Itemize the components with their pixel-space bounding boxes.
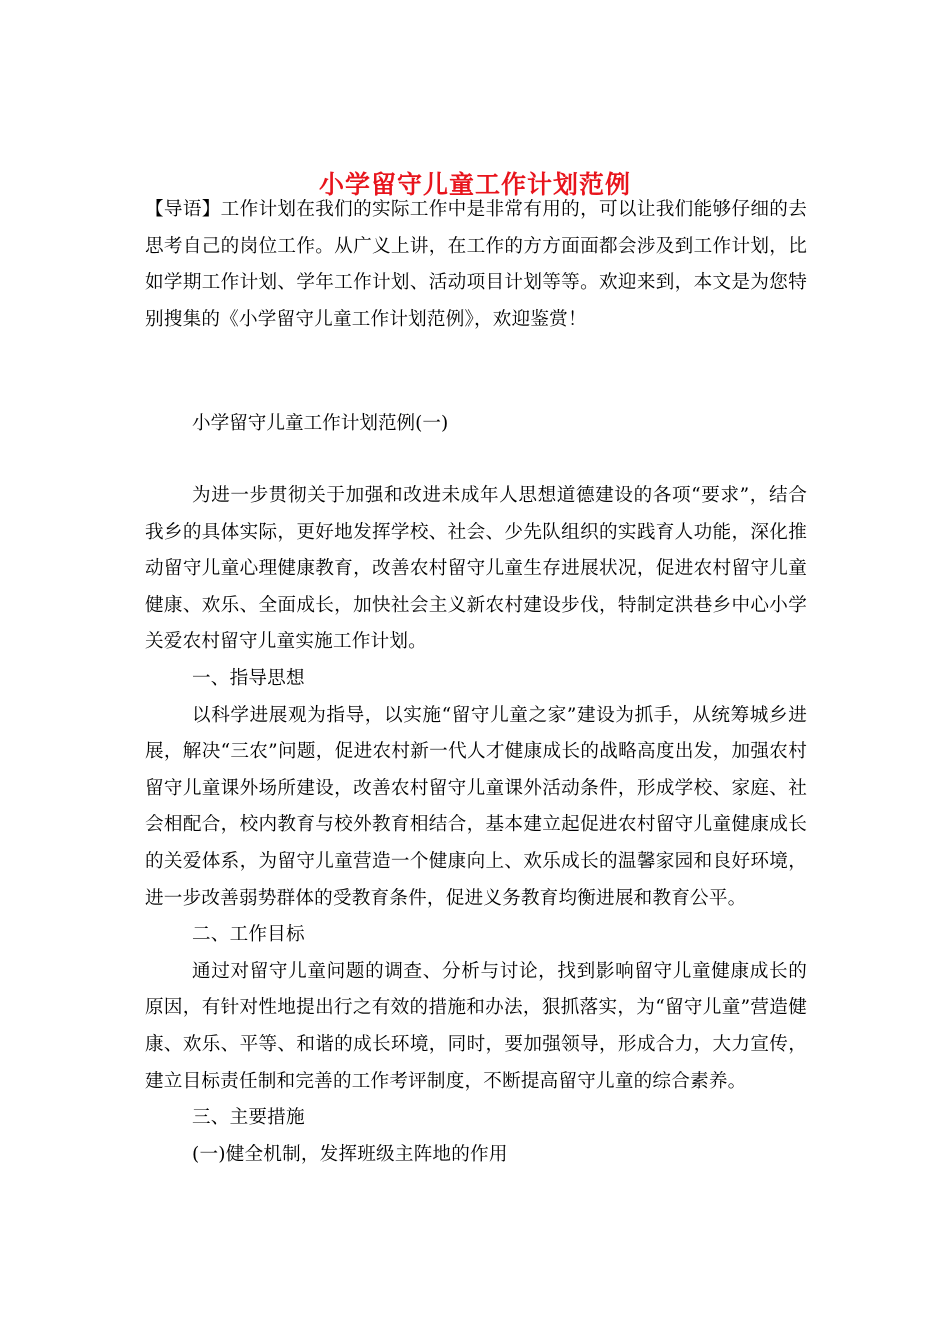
section-title: 小学留守儿童工作计划范例(一) xyxy=(192,413,449,434)
body-paragraph: 为进一步贯彻关于加强和改进未成年人思想道德建设的各项“要求”，结合我乡的具体实际，更好地发挥学校、社会、少先队组织的实践育人功能，深化推动留守儿童心理健康教育，改善农村留守儿童生存进展状况，促进农村留守儿童健康、欢乐、全面成长，加快社会主义新农村建设步伐，特制定洪巷乡中心小学关爱农村留守儿童实施工作计划。 xyxy=(145,485,807,653)
document-title: 小学留守儿童工作计划范例 xyxy=(318,169,631,199)
body-paragraph: 以科学进展观为指导，以实施“留守儿童之家”建设为抓手，从统筹城乡进展，解决“三农”问题，促进农村新一代人才健康成长的战略高度出发，加强农村留守儿童课外场所建设，改善农村留守儿童课外活动条件，形成学校、家庭、社会相配合，校内教育与校外教育相结合，基本建立起促进农村留守儿童健康成长的关爱体系，为留守儿童营造一个健康向上、欢乐成长的温馨家园和良好环境，进一步改善弱势群体的受教育条件，促进义务教育均衡进展和教育公平。 xyxy=(145,704,807,909)
document-body xyxy=(145,478,807,1173)
subheading-mechanism: (一)健全机制，发挥班级主阵地的作用 xyxy=(192,1143,508,1165)
heading-guiding-ideology: 一、指导思想 xyxy=(192,667,305,689)
body-paragraph: 通过对留守儿童问题的调查、分析与讨论，找到影响留守儿童健康成长的原因，有针对性地提出行之有效的措施和办法，狠抓落实，为“留守儿童”营造健康、欢乐、平等、和谐的成长环境，同时，要加强领导，形成合力，大力宣传，建立目标责任制和完善的工作考评制度，不断提高留守儿童的综合素养。 xyxy=(145,960,807,1092)
heading-work-goals: 二、工作目标 xyxy=(192,924,305,946)
intro-paragraph: 【导语】工作计划在我们的实际工作中是非常有用的，可以让我们能够仔细的去思考自己的岗位工作。从广义上讲，在工作的方方面面都会涉及到工作计划，比如学期工作计划、学年工作计划、活动项目计划等等。欢迎来到，本文是为您特别搜集的《小学留守儿童工作计划范例》，欢迎鉴赏！ xyxy=(145,199,807,330)
heading-main-measures: 三、主要措施 xyxy=(192,1107,305,1129)
